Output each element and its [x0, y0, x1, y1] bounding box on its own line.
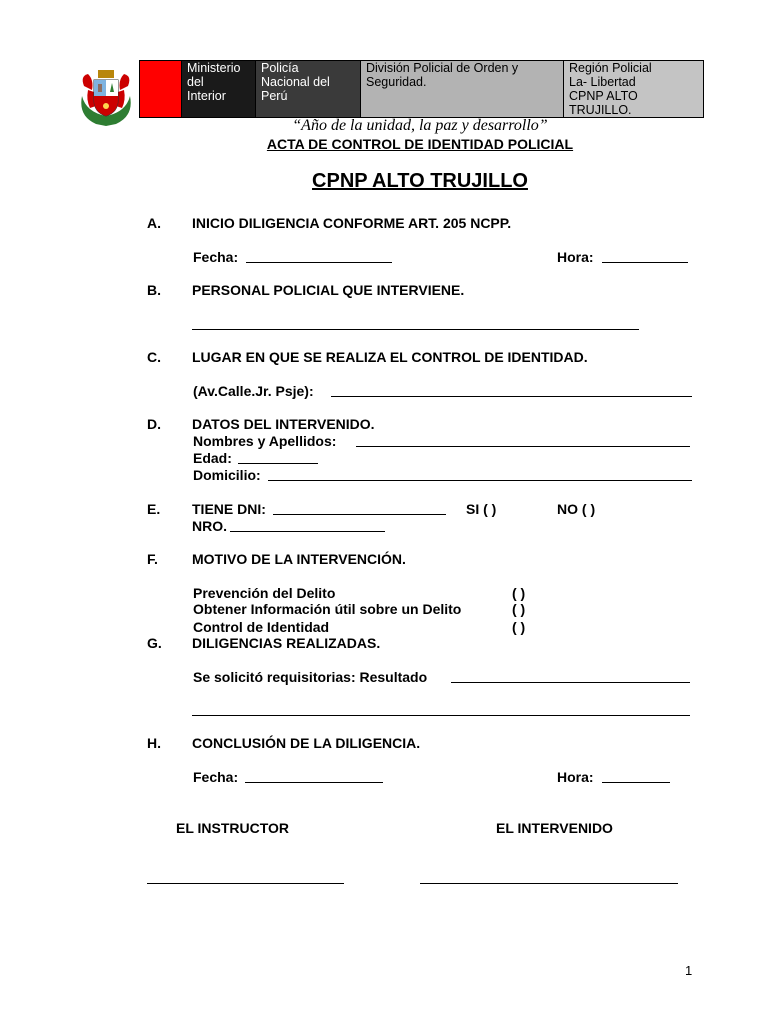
- nro-label: NRO.: [192, 518, 227, 534]
- domicilio-label: Domicilio:: [193, 467, 261, 483]
- domicilio-field[interactable]: [268, 480, 692, 481]
- personal-policial-field[interactable]: [192, 329, 639, 330]
- requisitorias-field[interactable]: [451, 682, 690, 683]
- motivo-control-checkbox[interactable]: ( ): [512, 619, 526, 635]
- section-g-title: DILIGENCIAS REALIZADAS.: [192, 635, 381, 651]
- section-d-letter: D.: [147, 416, 161, 432]
- section-f-title: MOTIVO DE LA INTERVENCIÓN.: [192, 551, 406, 567]
- fecha-field[interactable]: [246, 262, 392, 263]
- conclusion-fecha-label: Fecha:: [193, 769, 239, 785]
- page-number: 1: [685, 963, 693, 978]
- nombres-label: Nombres y Apellidos:: [193, 433, 337, 449]
- dni-si-option[interactable]: SI ( ): [466, 501, 497, 517]
- conclusion-hora-label: Hora:: [557, 769, 594, 785]
- dni-field[interactable]: [273, 514, 446, 515]
- header-policia: Policía Nacional del Perú: [255, 61, 360, 117]
- section-c-letter: C.: [147, 349, 161, 365]
- header-division: División Policial de Orden y Seguridad.: [360, 61, 563, 117]
- section-a-letter: A.: [147, 215, 161, 231]
- requisitorias-label: Se solicitó requisitorias: Resultado: [193, 669, 428, 685]
- hora-field[interactable]: [602, 262, 688, 263]
- section-b-title: PERSONAL POLICIAL QUE INTERVIENE.: [192, 282, 465, 298]
- motivo-informacion-checkbox[interactable]: ( ): [512, 601, 526, 617]
- motivo-control-label: Control de Identidad: [193, 619, 330, 635]
- intervenido-signature-line[interactable]: [420, 883, 678, 884]
- acta-title: ACTA DE CONTROL DE IDENTIDAD POLICIAL: [266, 136, 574, 152]
- header-table: [139, 60, 704, 118]
- instructor-signature-line[interactable]: [147, 883, 344, 884]
- conclusion-hora-field[interactable]: [602, 782, 670, 783]
- lugar-field[interactable]: [331, 396, 692, 397]
- section-c-title: LUGAR EN QUE SE REALIZA EL CONTROL DE IDENTIDAD.: [192, 349, 588, 365]
- edad-label: Edad:: [193, 450, 232, 466]
- edad-field[interactable]: [238, 463, 318, 464]
- dni-label: TIENE DNI:: [192, 501, 266, 517]
- header-region: Región Policial La- Libertad CPNP ALTO TRUJILLO.: [563, 61, 703, 117]
- motto: “Año de la unidad, la paz y desarrollo”: [292, 117, 548, 134]
- motivo-informacion-label: Obtener Información útil sobre un Delito: [193, 601, 462, 617]
- section-d-title: DATOS DEL INTERVENIDO.: [192, 416, 375, 432]
- header-ministerio: Ministerio del Interior: [181, 61, 255, 117]
- section-b-letter: B.: [147, 282, 161, 298]
- intervenido-label: EL INTERVENIDO: [496, 820, 613, 836]
- instructor-label: EL INSTRUCTOR: [176, 820, 290, 836]
- section-h-title: CONCLUSIÓN DE LA DILIGENCIA.: [192, 735, 421, 751]
- motivo-prevencion-checkbox[interactable]: ( ): [512, 585, 526, 601]
- conclusion-fecha-field[interactable]: [245, 782, 383, 783]
- section-h-letter: H.: [147, 735, 161, 751]
- nombres-field[interactable]: [356, 446, 690, 447]
- nro-field[interactable]: [230, 531, 385, 532]
- fecha-label: Fecha:: [193, 249, 239, 265]
- diligencias-extra-field[interactable]: [192, 715, 690, 716]
- lugar-label: (Av.Calle.Jr. Psje):: [193, 383, 314, 399]
- page-title: CPNP ALTO TRUJILLO: [312, 170, 528, 192]
- section-f-letter: F.: [147, 551, 158, 567]
- section-e-letter: E.: [147, 501, 161, 517]
- section-a-title: INICIO DILIGENCIA CONFORME ART. 205 NCPP.: [192, 215, 512, 231]
- section-g-letter: G.: [147, 635, 162, 651]
- dni-no-option[interactable]: NO ( ): [557, 501, 596, 517]
- motivo-prevencion-label: Prevención del Delito: [193, 585, 336, 601]
- header-red-band: [140, 61, 181, 117]
- hora-label: Hora:: [557, 249, 594, 265]
